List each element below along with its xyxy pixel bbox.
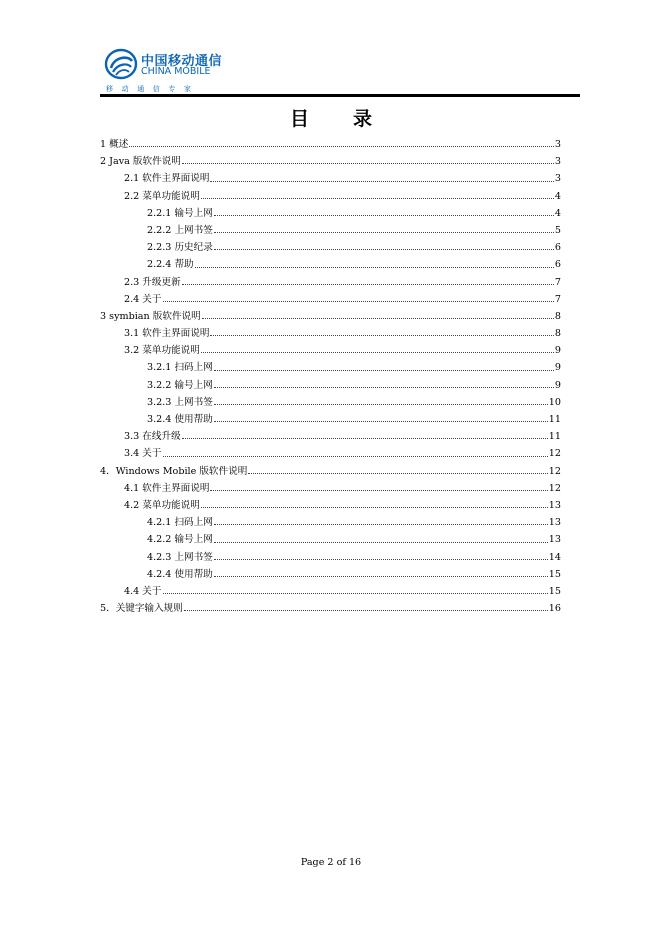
toc-entry-label: 5．关键字输入规则	[100, 603, 183, 615]
toc-leader-dots	[201, 507, 548, 508]
toc-entry-page: 5	[554, 224, 561, 236]
toc-leader-dots	[214, 576, 548, 577]
toc-entry-label: 4.2.1 扫码上网	[147, 517, 213, 529]
toc-leader-dots	[214, 232, 554, 233]
toc-entry-label: 3.2.2 输号上网	[147, 379, 213, 391]
toc-leader-dots	[201, 352, 554, 353]
toc-entry-label: 4.2.4 使用帮助	[147, 568, 213, 580]
toc-entry-page: 7	[554, 276, 561, 288]
toc-entry-label: 3.2 菜单功能说明	[124, 345, 200, 357]
toc-entry-label: 4．Windows Mobile 版软件说明	[100, 465, 248, 477]
toc-title: 目录	[289, 108, 416, 130]
toc-entry[interactable]	[100, 566, 561, 583]
toc-entry-label: 4.2.2 输号上网	[147, 534, 213, 546]
toc-entry-label: 3.4 关于	[124, 448, 162, 460]
brand-name-cn: 中国移动通信	[141, 54, 223, 69]
toc-leader-dots	[214, 249, 554, 250]
toc-entry[interactable]	[100, 222, 561, 239]
toc-entry-page: 6	[554, 242, 561, 254]
toc-entry-page: 9	[554, 379, 561, 391]
header-rule	[100, 94, 580, 97]
toc-entry-label: 2.2.2 上网书签	[147, 224, 213, 236]
toc-leader-dots	[195, 267, 554, 268]
toc-leader-dots	[214, 542, 548, 543]
toc-entry-page: 3	[554, 173, 561, 185]
toc-entry-page: 14	[548, 551, 561, 563]
toc-entry-page: 15	[548, 585, 561, 597]
toc-entry[interactable]	[100, 308, 561, 325]
toc-entry-page: 11	[548, 431, 561, 443]
page-number: Page 2 of 16	[300, 857, 362, 868]
toc-entry-label: 3.2.1 扫码上网	[147, 362, 213, 374]
toc-entry-page: 15	[548, 568, 561, 580]
toc-entry[interactable]	[100, 205, 561, 222]
toc-entry[interactable]	[100, 463, 561, 480]
china-mobile-logo-icon	[104, 48, 138, 80]
toc-entry-label: 3.2.3 上网书签	[147, 396, 213, 408]
brand-slogan: 移动通信专家	[106, 85, 200, 93]
table-of-contents	[100, 136, 561, 617]
toc-entry-page: 3	[554, 156, 561, 168]
toc-entry[interactable]	[100, 377, 561, 394]
toc-entry[interactable]	[100, 445, 561, 462]
toc-entry-page: 13	[548, 517, 561, 529]
toc-entry-label: 2 Java 版软件说明	[100, 156, 181, 168]
toc-leader-dots	[201, 198, 554, 199]
toc-entry-label: 2.2 菜单功能说明	[124, 190, 200, 202]
toc-entry-page: 11	[548, 414, 561, 425]
toc-leader-dots	[210, 181, 553, 182]
toc-entry-page: 12	[548, 465, 561, 477]
toc-leader-dots	[214, 524, 548, 525]
toc-leader-dots	[210, 490, 547, 491]
toc-entry-label: 2.4 关于	[124, 293, 162, 305]
toc-entry[interactable]	[100, 170, 561, 187]
toc-entry[interactable]	[100, 549, 561, 566]
toc-entry[interactable]	[100, 188, 561, 205]
toc-entry[interactable]	[100, 136, 561, 153]
toc-entry-page: 12	[548, 482, 561, 494]
toc-entry[interactable]	[100, 291, 561, 308]
toc-entry[interactable]	[100, 583, 561, 600]
toc-entry-label: 2.1 软件主界面说明	[124, 173, 210, 185]
toc-entry[interactable]	[100, 480, 561, 497]
toc-entry-label: 3.1 软件主界面说明	[124, 328, 210, 340]
toc-leader-dots	[182, 284, 554, 285]
toc-entry[interactable]	[100, 153, 561, 170]
toc-leader-dots	[202, 318, 554, 319]
toc-entry-label: 4.4 关于	[124, 585, 162, 597]
toc-leader-dots	[214, 559, 548, 560]
toc-leader-dots	[129, 146, 554, 147]
toc-entry-label: 4.1 软件主界面说明	[124, 482, 210, 494]
toc-entry[interactable]	[100, 274, 561, 291]
toc-leader-dots	[163, 301, 554, 302]
toc-entry-page: 10	[548, 396, 561, 408]
toc-entry[interactable]	[100, 600, 561, 617]
toc-leader-dots	[182, 163, 554, 164]
toc-entry-label: 3.2.4 使用帮助	[147, 414, 213, 425]
toc-entry-label: 2.2.1 输号上网	[147, 207, 213, 219]
toc-entry-page: 3	[554, 139, 561, 150]
toc-leader-dots	[214, 421, 548, 422]
toc-entry-label: 2.3 升级更新	[124, 276, 181, 288]
toc-entry[interactable]	[100, 359, 561, 376]
toc-leader-dots	[184, 610, 548, 611]
toc-leader-dots	[163, 593, 548, 594]
toc-entry-page: 9	[554, 345, 561, 357]
toc-entry-label: 2.2.4 帮助	[147, 259, 194, 271]
toc-leader-dots	[214, 404, 548, 405]
toc-leader-dots	[182, 438, 548, 439]
toc-entry[interactable]	[100, 531, 561, 548]
toc-leader-dots	[214, 370, 554, 371]
toc-entry-label: 4.2 菜单功能说明	[124, 499, 200, 511]
toc-entry[interactable]	[100, 497, 561, 514]
toc-entry-label: 2.2.3 历史纪录	[147, 242, 213, 254]
toc-entry[interactable]	[100, 411, 561, 428]
toc-entry[interactable]	[100, 394, 561, 411]
toc-entry[interactable]	[100, 239, 561, 256]
brand-name-en: CHINA MOBILE	[141, 66, 211, 77]
page-header	[100, 44, 580, 98]
toc-entry-label: 3 symbian 版软件说明	[100, 310, 201, 322]
toc-leader-dots	[163, 456, 548, 457]
toc-entry-page: 6	[554, 259, 561, 271]
toc-entry-page: 16	[548, 603, 561, 615]
toc-entry-page: 9	[554, 362, 561, 374]
toc-entry-page: 8	[554, 328, 561, 340]
toc-entry-page: 12	[548, 448, 561, 460]
toc-entry-page: 4	[554, 207, 561, 219]
toc-leader-dots	[248, 473, 547, 474]
toc-leader-dots	[214, 215, 554, 216]
toc-entry-label: 3.3 在线升级	[124, 431, 181, 443]
toc-entry-page: 8	[554, 310, 561, 322]
toc-entry-label: 1 概述	[100, 139, 129, 150]
toc-entry-label: 4.2.3 上网书签	[147, 551, 213, 563]
toc-entry[interactable]	[100, 325, 561, 342]
toc-leader-dots	[214, 387, 554, 388]
toc-entry-page: 13	[548, 499, 561, 511]
toc-entry-page: 7	[554, 293, 561, 305]
toc-leader-dots	[210, 335, 553, 336]
toc-entry[interactable]	[100, 514, 561, 531]
toc-entry-page: 4	[554, 190, 561, 202]
toc-entry[interactable]	[100, 428, 561, 445]
toc-entry[interactable]	[100, 256, 561, 273]
toc-entry-page: 13	[548, 534, 561, 546]
toc-entry[interactable]	[100, 342, 561, 359]
